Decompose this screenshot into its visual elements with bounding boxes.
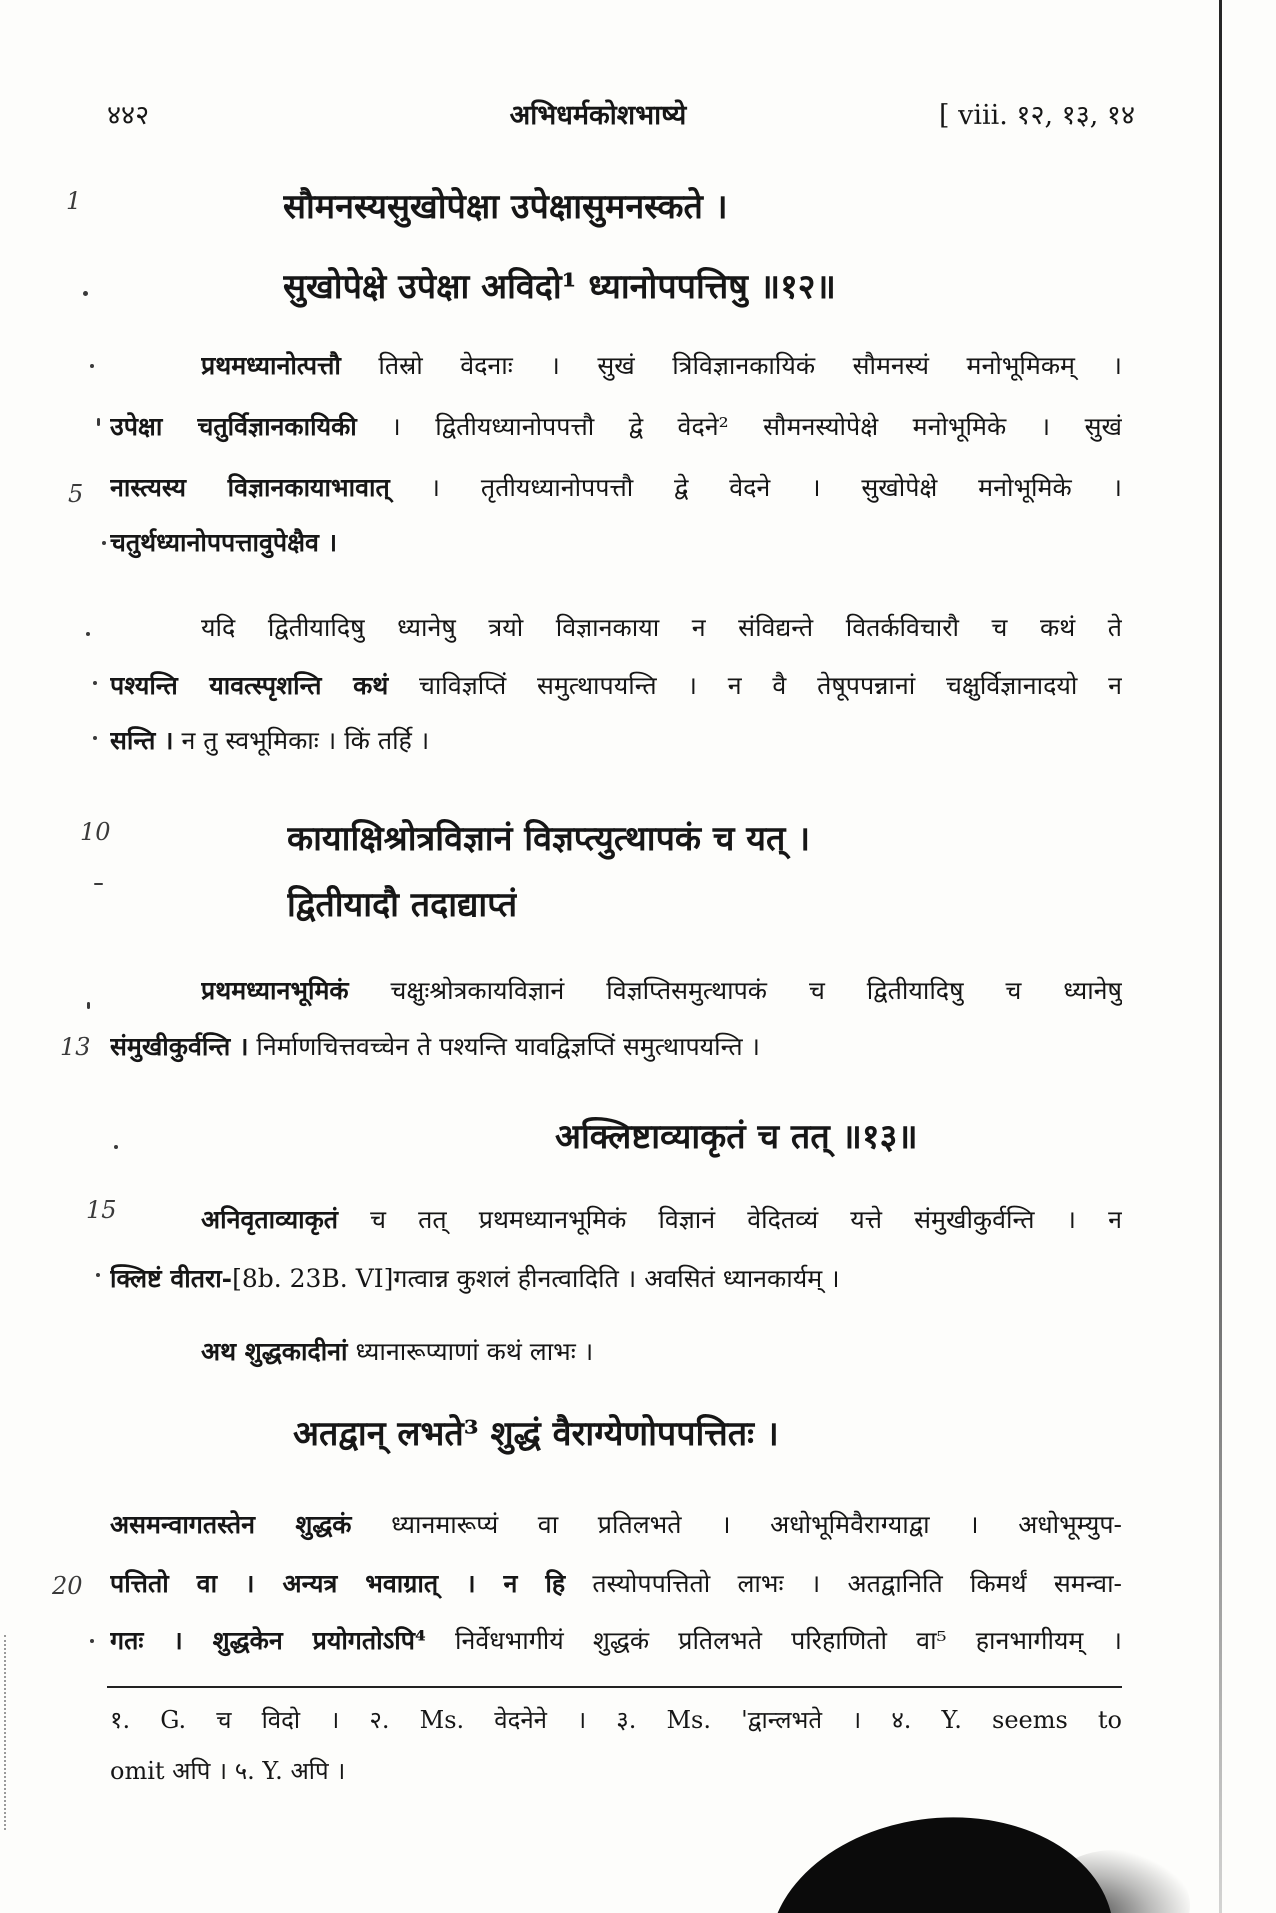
emphasized-text: चतुर्थध्यानोपपत्तावुपेक्षैव । xyxy=(110,528,338,557)
margin-speck xyxy=(93,736,97,740)
commentary-line xyxy=(110,1027,1122,1067)
body-text: यदि द्वितीयादिषु ध्यानेषु त्रयो विज्ञानकाया न संविद्यन्ते वितर्कविचारौ च कथं ते xyxy=(201,613,1122,642)
body-text: ध्यानमारूप्यं वा प्रतिलभते । अधोभूमिवैराग्याद्वा । अधोभूम्युप- xyxy=(351,1510,1122,1539)
body-text: । तृतीयध्यानोपपत्तौ द्वे वेदने । सुखोपेक्षे मनोभूमिके । xyxy=(389,473,1122,502)
margin-speck xyxy=(83,291,88,296)
commentary-line xyxy=(201,1332,1122,1372)
emphasized-text: क्लिष्टं वीतरा- xyxy=(110,1264,233,1293)
emphasized-text: संमुखीकुर्वन्ति । xyxy=(110,1032,249,1061)
commentary-line xyxy=(201,1200,1122,1240)
margin-speck xyxy=(97,418,100,426)
page-edge-shadow xyxy=(1219,0,1222,1913)
emphasized-text: पश्यन्ति यावत्स्पृशन्ति कथं xyxy=(110,671,389,700)
footnote-line: omit अपि । ५. Y. अपि । xyxy=(110,1757,346,1785)
emphasized-text: प्रथमध्यानभूमिकं xyxy=(201,976,349,1005)
body-text: चक्षुःश्रोत्रकायविज्ञानं विज्ञप्तिसमुत्थापकं च द्वितीयादिषु च ध्यानेषु xyxy=(348,976,1122,1005)
emphasized-text: पत्तितो वा । अन्यत्र भवाग्रात् । न हि xyxy=(110,1569,566,1598)
body-text: न तु स्वभूमिकाः । किं तर्हि । xyxy=(173,726,430,755)
margin-speck xyxy=(102,541,106,545)
scan-margin-dots xyxy=(4,1635,6,1830)
margin-line-number: 1 xyxy=(66,187,82,215)
commentary-line xyxy=(110,721,1122,761)
margin-line-number: 5 xyxy=(68,480,84,508)
commentary-line xyxy=(110,1564,1122,1604)
verse-line: कायाक्षिश्रोत्रविज्ञानं विज्ञप्त्युत्थापकं च यत् । xyxy=(287,819,811,859)
margin-line-number: 10 xyxy=(80,818,111,846)
verse-line: द्वितीयादौ तदाद्याप्तं xyxy=(287,885,518,925)
emphasized-text: असमन्वागतस्तेन शुद्धकं xyxy=(110,1510,352,1539)
margin-speck xyxy=(94,883,103,885)
emphasized-text: नास्त्यस्य विज्ञानकायाभावात् xyxy=(110,473,390,502)
emphasized-text: उपेक्षा चतुर्विज्ञानकायिकी xyxy=(110,412,357,441)
body-text: तस्योपपत्तितो लाभः । अतद्वानिति किमर्थं समन्वा- xyxy=(565,1569,1122,1598)
emphasized-text: अथ शुद्धकादीनां xyxy=(201,1337,348,1366)
margin-speck xyxy=(93,681,97,685)
margin-speck xyxy=(87,1002,90,1009)
margin-speck xyxy=(90,1639,94,1643)
footnote-line: १. G. च विदो । २. Ms. वेदनेने । ३. Ms. 'द्वान्लभते । ४. Y. seems to xyxy=(110,1706,1122,1734)
emphasized-text: सन्ति । xyxy=(110,726,174,755)
verse-line: अक्लिष्टाव्याकृतं च तत् ॥१३॥ xyxy=(555,1117,918,1157)
section-reference: [ viii. १२, १३, १४ xyxy=(938,100,1135,131)
body-text: चाविज्ञप्तिं समुत्थापयन्ति । न वै तेषूपपन्नानां चक्षुर्विज्ञानादयो न xyxy=(388,671,1122,700)
margin-speck xyxy=(86,632,90,636)
commentary-line xyxy=(110,407,1122,447)
commentary-line xyxy=(110,1621,1122,1661)
margin-speck xyxy=(114,1145,118,1149)
margin-line-number: 13 xyxy=(60,1033,91,1061)
commentary-line xyxy=(110,523,1122,563)
page-number: ४४२ xyxy=(107,100,150,131)
commentary-line xyxy=(110,666,1122,706)
scan-blot xyxy=(757,1801,1126,1913)
margin-line-number: 20 xyxy=(52,1572,83,1600)
emphasized-text: अनिवृताव्याकृतं xyxy=(201,1205,339,1234)
margin-speck xyxy=(90,364,94,368)
verse-line: सुखोपेक्षे उपेक्षा अविदो¹ ध्यानोपपत्तिषु ॥१२॥ xyxy=(283,267,836,307)
footnote-rule xyxy=(107,1686,1122,1688)
running-title: अभिधर्मकोशभाष्ये xyxy=(509,100,687,131)
commentary-line xyxy=(110,1505,1122,1545)
margin-line-number: 15 xyxy=(86,1196,117,1224)
body-text: ध्यानारूप्याणां कथं लाभः । xyxy=(347,1337,594,1366)
body-text: च तत् प्रथमध्यानभूमिकं विज्ञानं वेदितव्यं यत्ते संमुखीकुर्वन्ति । न xyxy=(338,1205,1122,1234)
commentary-line xyxy=(110,468,1122,508)
emphasized-text: गतः । शुद्धकेन प्रयोगतोऽपि⁴ xyxy=(110,1626,426,1655)
commentary-line xyxy=(201,971,1122,1011)
body-text: तिस्रो वेदनाः । सुखं त्रिविज्ञानकायिकं सौमनस्यं मनोभूमिकम् । xyxy=(340,351,1122,380)
verse-line: सौमनस्यसुखोपेक्षा उपेक्षासुमनस्कते । xyxy=(283,187,728,227)
commentary-line xyxy=(110,1259,1122,1299)
body-text: निर्माणचित्तवच्चेन ते पश्यन्ति यावद्विज्ञप्तिं समुत्थापयन्ति । xyxy=(248,1032,761,1061)
margin-speck xyxy=(96,1273,100,1277)
body-text: । द्वितीयध्यानोपपत्तौ द्वे वेदने² सौमनस्योपेक्षे मनोभूमिके । सुखं xyxy=(356,412,1122,441)
commentary-line xyxy=(201,346,1122,386)
emphasized-text: प्रथमध्यानोत्पत्तौ xyxy=(201,351,341,380)
verse-line: अतद्वान् लभते³ शुद्धं वैराग्येणोपपत्तितः । xyxy=(293,1414,779,1454)
body-text: निर्वेधभागीयं शुद्धकं प्रतिलभते परिहाणितो वा⁵ हानभागीयम् । xyxy=(425,1626,1122,1655)
body-text: [8b. 23B. VI]गत्वान्न कुशलं हीनत्वादिति । अवसितं ध्यानकार्यम् । xyxy=(232,1264,840,1293)
commentary-line xyxy=(201,608,1122,648)
